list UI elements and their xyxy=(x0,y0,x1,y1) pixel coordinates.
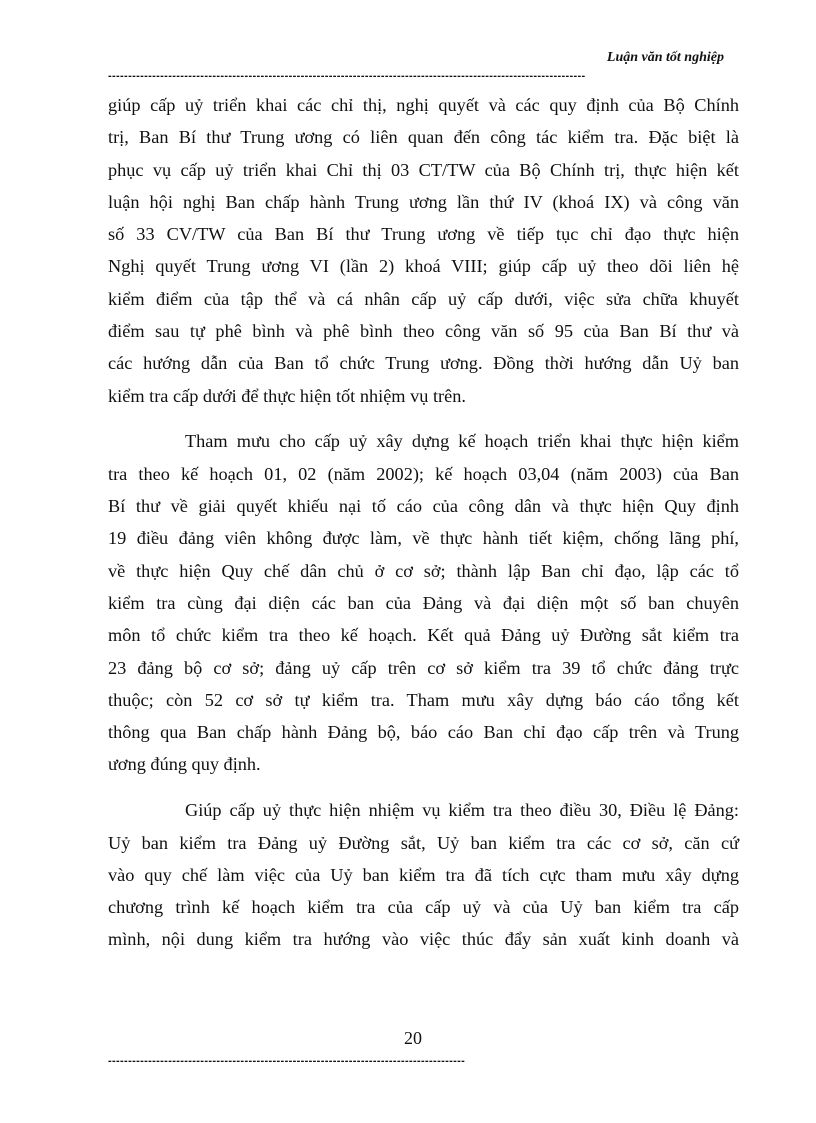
text-line: mình, nội dung kiểm tra hướng vào việc thúc đẩy sản xuất kinh doanh và xyxy=(108,929,739,950)
text-line: kiểm điểm của tập thể và cá nhân cấp uỷ cấp dưới, việc sửa chữa khuyết xyxy=(108,288,739,309)
footer-divider: ----------------------------------------------------------------------------------------- xyxy=(108,1055,466,1067)
text-line: các hướng dẫn của Ban tổ chức Trung ương. Đồng thời hướng dẫn Uỷ ban xyxy=(108,353,739,374)
text-line: Giúp cấp uỷ thực hiện nhiệm vụ kiểm tra theo điều 30, Điều lệ Đảng: xyxy=(185,800,739,821)
text-line: Nghị quyết Trung ương VI (lần 2) khoá VIII; giúp cấp uỷ theo dõi liên hệ xyxy=(108,256,739,277)
paragraph-spacer xyxy=(108,781,739,795)
text-line: trị, Ban Bí thư Trung ương có liên quan đến công tác kiểm tra. Đặc biệt là xyxy=(108,127,739,148)
text-line: Bí thư về giải quyết khiếu nại tố cáo của công dân và thực hiện Quy định xyxy=(108,496,739,517)
paragraph-1 xyxy=(108,89,739,412)
page-number: 20 xyxy=(404,1028,422,1048)
paragraph-2 xyxy=(108,425,739,780)
text-line: số 33 CV/TW của Ban Bí thư Trung ương về tiếp tục chỉ đạo thực hiện xyxy=(108,224,739,245)
text-line: kiểm tra cấp dưới để thực hiện tốt nhiệm vụ trên. xyxy=(108,385,466,406)
text-line: môn tổ chức kiểm tra theo kế hoạch. Kết quả Đảng uỷ Đường sắt kiểm tra xyxy=(108,625,739,646)
text-line: 19 điều đảng viên không được làm, về thực hành tiết kiệm, chống lãng phí, xyxy=(108,528,739,549)
text-line: ương đúng quy định. xyxy=(108,754,261,775)
text-line: về thực hiện Quy chế dân chủ ở cơ sở; thành lập Ban chỉ đạo, lập các tổ xyxy=(108,560,739,581)
text-line: Uỷ ban kiểm tra Đảng uỷ Đường sắt, Uỷ ban kiểm tra các cơ sở, căn cứ xyxy=(108,832,739,853)
text-line: luận hội nghị Ban chấp hành Trung ương lần thứ IV (khoá IX) và công văn xyxy=(108,191,739,212)
text-line: giúp cấp uỷ triển khai các chỉ thị, nghị quyết và các quy định của Bộ Chính xyxy=(108,95,739,115)
text-line: Tham mưu cho cấp uỷ xây dựng kế hoạch triển khai thực hiện kiểm xyxy=(185,431,739,452)
text-line: tra theo kế hoạch 01, 02 (năm 2002); kế hoạch 03,04 (năm 2003) của Ban xyxy=(108,463,739,484)
header-divider: ----------------------------------------------------------------------------------------------------------------------- xyxy=(108,70,586,82)
text-line: kiểm tra cùng đại diện các ban của Đảng và đại diện một số ban chuyên xyxy=(108,592,739,613)
text-line: thông qua Ban chấp hành Đảng bộ, báo cáo Ban chỉ đạo cấp trên và Trung xyxy=(108,722,739,743)
paragraph-spacer xyxy=(108,412,739,426)
text-line: thuộc; còn 52 cơ sở tự kiểm tra. Tham mưu xây dựng báo cáo tổng kết xyxy=(108,689,739,710)
text-line: 23 đảng bộ cơ sở; đảng uỷ cấp trên cơ sở kiểm tra 39 tổ chức đảng trực xyxy=(108,657,739,678)
text-line: điểm sau tự phê bình và phê bình theo công văn số 95 của Ban Bí thư và xyxy=(108,321,739,342)
header-title: Luận văn tốt nghiệp xyxy=(606,50,724,65)
text-line: chương trình kế hoạch kiểm tra của cấp uỷ và của Uỷ ban kiểm tra cấp xyxy=(108,897,739,918)
document-body xyxy=(108,89,739,956)
text-line: vào quy chế làm việc của Uỷ ban kiểm tra đã tích cực tham mưu xây dựng xyxy=(108,864,739,885)
paragraph-3 xyxy=(108,794,739,955)
text-line: phục vụ cấp uỷ triển khai Chỉ thị 03 CT/TW của Bộ Chính trị, thực hiện kết xyxy=(108,159,739,180)
